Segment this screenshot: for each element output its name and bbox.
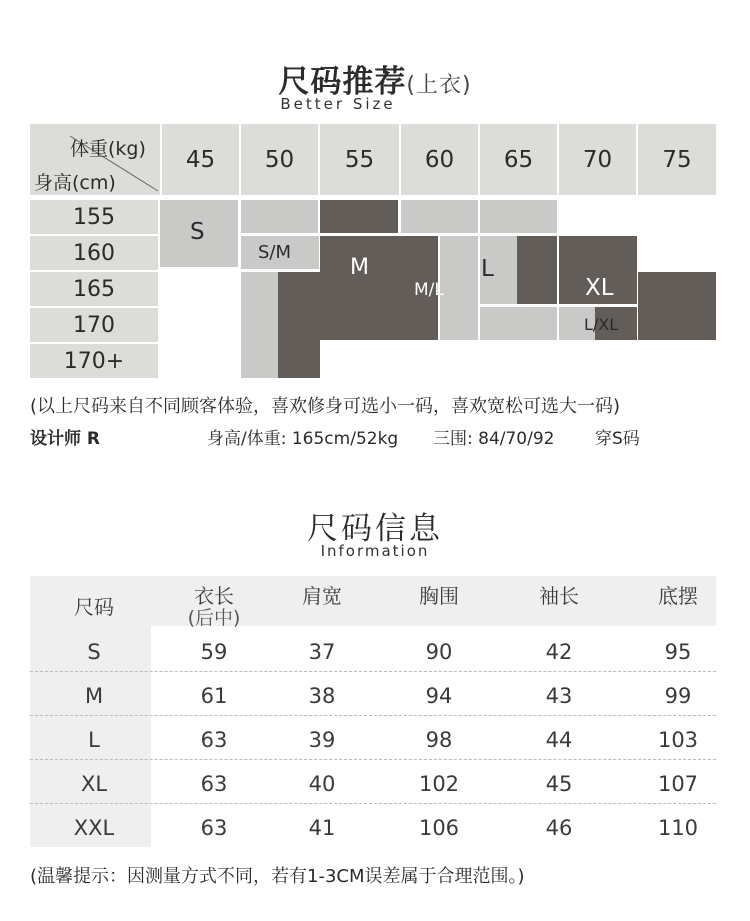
cell-hem: 107 [657,772,699,796]
size-recommend-subtitle: Better Size [280,95,396,113]
cell-size: XL [80,772,108,796]
weight-col-header: 75 [638,124,716,195]
cell-sleeve: 42 [545,640,573,664]
cell-hem: 110 [657,816,699,840]
corner-header [30,124,160,195]
row-divider [30,715,716,716]
header-hem: 底摆 [658,584,698,608]
height-header: 身高(cm) [34,172,116,194]
row-divider [30,803,716,804]
cell-size: M [84,684,104,708]
weight-col-header: 70 [559,124,636,195]
weight-header: 体重(kg) [70,138,146,160]
cell-length: 63 [200,772,228,796]
cell-shoulder: 41 [308,816,336,840]
cell-size: XXL [73,816,115,840]
weight-col-header: 50 [241,124,318,195]
size-note: (以上尺码来自不同顾客体验，喜欢修身可选小一码，喜欢宽松可选大一码) [30,396,621,417]
cell-length: 61 [200,684,228,708]
cell-sleeve: 44 [545,728,573,752]
cell-chest: 98 [425,728,453,752]
cell-chest: 94 [425,684,453,708]
cell-hem: 99 [664,684,692,708]
cell-chest: 90 [425,640,453,664]
size-label-s: S [190,219,205,245]
size-label-xl: XL [585,275,614,301]
height-row-header: 170+ [30,344,158,378]
size-info-subtitle: Information [320,542,430,560]
size-block-l [480,200,557,233]
weight-col-header: 60 [401,124,478,195]
cell-shoulder: 37 [308,640,336,664]
size-block-sm [241,272,278,378]
header-chest: 胸围 [419,584,459,608]
cell-length: 63 [200,728,228,752]
cell-length: 59 [200,640,228,664]
height-row-header: 165 [30,272,158,306]
cell-chest: 102 [418,772,460,796]
height-row-header: 160 [30,236,158,270]
header-sleeve: 袖长 [539,584,579,608]
row-divider [30,671,716,672]
cell-shoulder: 38 [308,684,336,708]
size-block-xl [638,272,716,340]
height-row-header: 155 [30,200,158,234]
size-label-sm: S/M [258,242,292,263]
header-length-sub: (后中) [187,607,241,629]
cell-sleeve: 45 [545,772,573,796]
size-block-sm [241,200,318,233]
designer-measurements: 三围: 84/70/92 [433,429,555,449]
size-block-ml [401,200,478,233]
size-block-m [320,200,398,233]
size-block-m [278,272,320,378]
designer-name: 设计师 R [30,429,101,449]
title-paren: (上衣) [406,73,472,98]
size-label-m: M [350,255,369,280]
size-block-lxl [480,307,557,340]
row-divider [30,759,716,760]
cell-sleeve: 46 [545,816,573,840]
cell-length: 63 [200,816,228,840]
cell-size: L [88,728,100,752]
weight-col-header: 55 [320,124,399,195]
weight-col-header: 45 [162,124,239,195]
size-label-ml: M/L [414,280,444,300]
size-label-l: L [481,256,494,282]
designer-wear-size: 穿S码 [595,429,640,449]
size-label-lxl: L/XL [584,315,619,334]
height-row-header: 170 [30,308,158,342]
cell-shoulder: 40 [308,772,336,796]
cell-chest: 106 [418,816,460,840]
designer-height-weight: 身高/体重: 165cm/52kg [207,429,399,449]
weight-col-header: 65 [480,124,557,195]
header-size: 尺码 [74,595,114,619]
header-length: 衣长 [194,584,234,608]
cell-sleeve: 43 [545,684,573,708]
cell-shoulder: 39 [308,728,336,752]
cell-hem: 103 [657,728,699,752]
size-block-l [517,236,557,304]
measurement-tip: (温馨提示：因测量方式不同，若有1-3CM误差属于合理范围。) [30,866,525,887]
title-main: 尺码推荐 [278,64,407,100]
cell-hem: 95 [664,640,692,664]
cell-size: S [87,640,101,664]
size-block-ml [440,236,478,340]
size-info-title: 尺码信息 [307,511,443,547]
header-shoulder: 肩宽 [302,584,342,608]
